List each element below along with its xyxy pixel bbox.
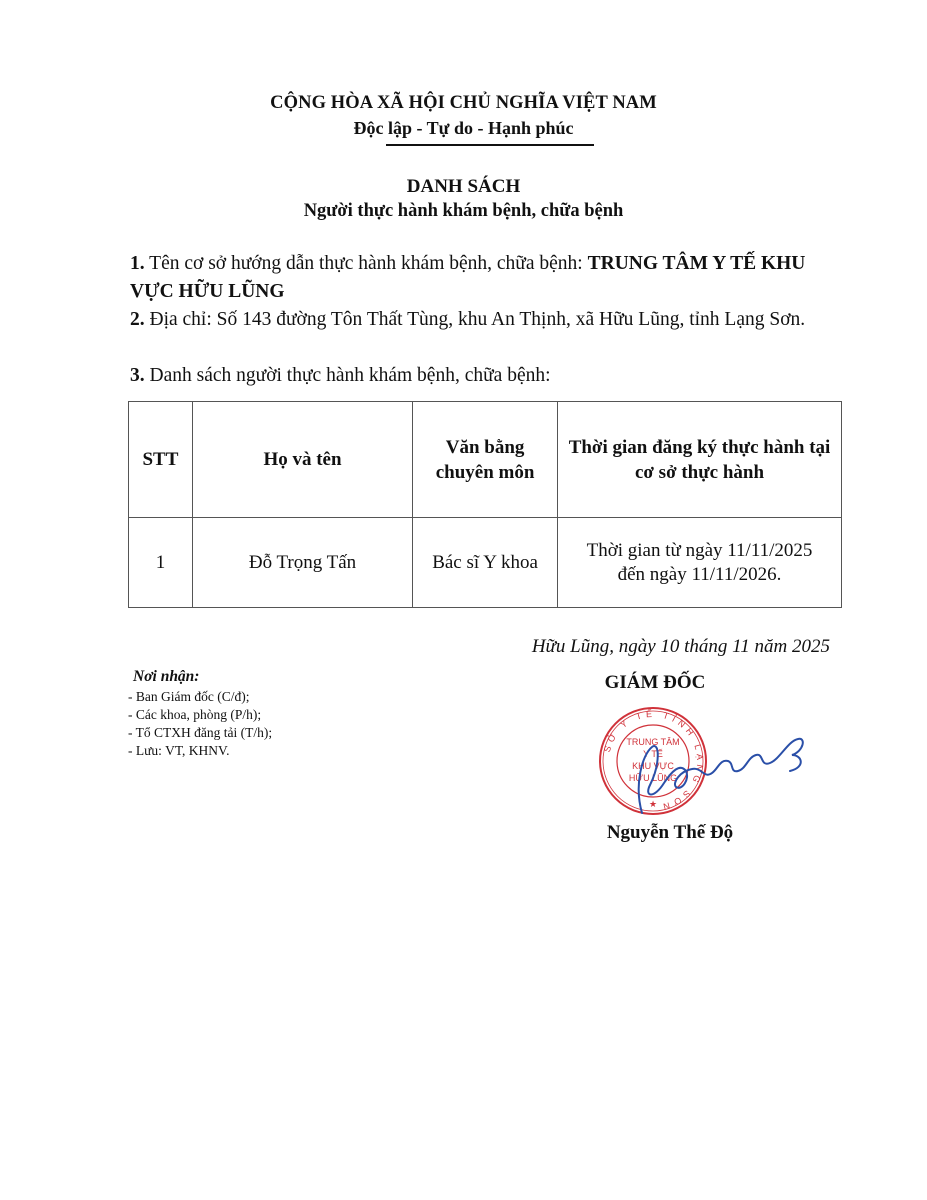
motto-underline	[386, 144, 594, 146]
document-title: DANH SÁCH	[406, 176, 521, 197]
header-period-label: Thời gian đăng ký thực hành tại cơ sở thực hành	[568, 436, 831, 483]
place-date: Hữu Lũng, ngày 10 tháng 11 năm 2025	[531, 636, 830, 657]
signature-icon	[620, 725, 810, 815]
header-stt: STT	[129, 402, 193, 518]
cell-period	[558, 518, 842, 608]
national-title: CỘNG HÒA XÃ HỘI CHỦ NGHĨA VIỆT NAM	[270, 93, 657, 113]
cell-stt: 1	[129, 518, 193, 608]
table-header-row	[129, 402, 842, 518]
header-degree-label: Văn bằng chuyên môn	[435, 436, 535, 483]
recipient-item: - Các khoa, phòng (P/h);	[128, 707, 262, 722]
section-1	[130, 250, 830, 306]
header-period	[558, 402, 842, 518]
section-number: 1.	[130, 253, 145, 274]
stamp-line: HỮU LŨNG	[628, 773, 678, 783]
stamp-line: Y TẾ	[643, 749, 663, 759]
section-label: Danh sách người thực hành khám bệnh, chữa bệnh:	[149, 365, 551, 386]
cell-degree: Bác sĩ Y khoa	[413, 518, 558, 608]
motto: Độc lập - Tự do - Hạnh phúc	[353, 118, 574, 138]
recipient-item: - Ban Giám đốc (C/đ);	[128, 689, 250, 704]
table-row	[129, 518, 842, 608]
recipients-title: Nơi nhận:	[133, 668, 200, 685]
period-line-2: đến ngày 11/11/2026.	[617, 563, 782, 585]
stamp-ring-text: SỞ Y TẾ TỈNH LẠNG SƠN	[601, 708, 706, 813]
practitioner-table	[128, 401, 842, 608]
section-number: 2.	[130, 309, 145, 330]
stamp-line: KHU VỰC	[632, 761, 674, 771]
cell-name: Đỗ Trọng Tấn	[192, 518, 412, 608]
section-number: 3.	[130, 365, 145, 386]
document-subtitle: Người thực hành khám bệnh, chữa bệnh	[303, 201, 624, 221]
facility-name: TRUNG TÂM Y TẾ KHU VỰC HỮU LŨNG	[130, 253, 806, 302]
recipients-list	[128, 688, 272, 760]
recipient-item: - Tổ CTXH đăng tải (T/h);	[128, 725, 273, 740]
period-line-1: Thời gian từ ngày 11/11/2025	[586, 539, 813, 561]
recipient-item: - Lưu: VT, KHNV.	[128, 743, 230, 758]
signer-title: GIÁM ĐỐC	[604, 672, 706, 693]
section-label: Tên cơ sở hướng dẫn thực hành khám bệnh, chữa bệnh:	[149, 253, 588, 274]
section-3	[130, 362, 830, 390]
stamp-line: TRUNG TÂM	[626, 737, 680, 747]
section-2	[130, 306, 830, 334]
header-name: Họ và tên	[192, 402, 412, 518]
address: Địa chỉ: Số 143 đường Tôn Thất Tùng, khu An Thịnh, xã Hữu Lũng, tỉnh Lạng Sơn.	[149, 309, 806, 330]
header-degree	[413, 402, 558, 518]
star-icon: ★	[648, 800, 658, 810]
signer-name: Nguyễn Thế Độ	[606, 822, 734, 843]
